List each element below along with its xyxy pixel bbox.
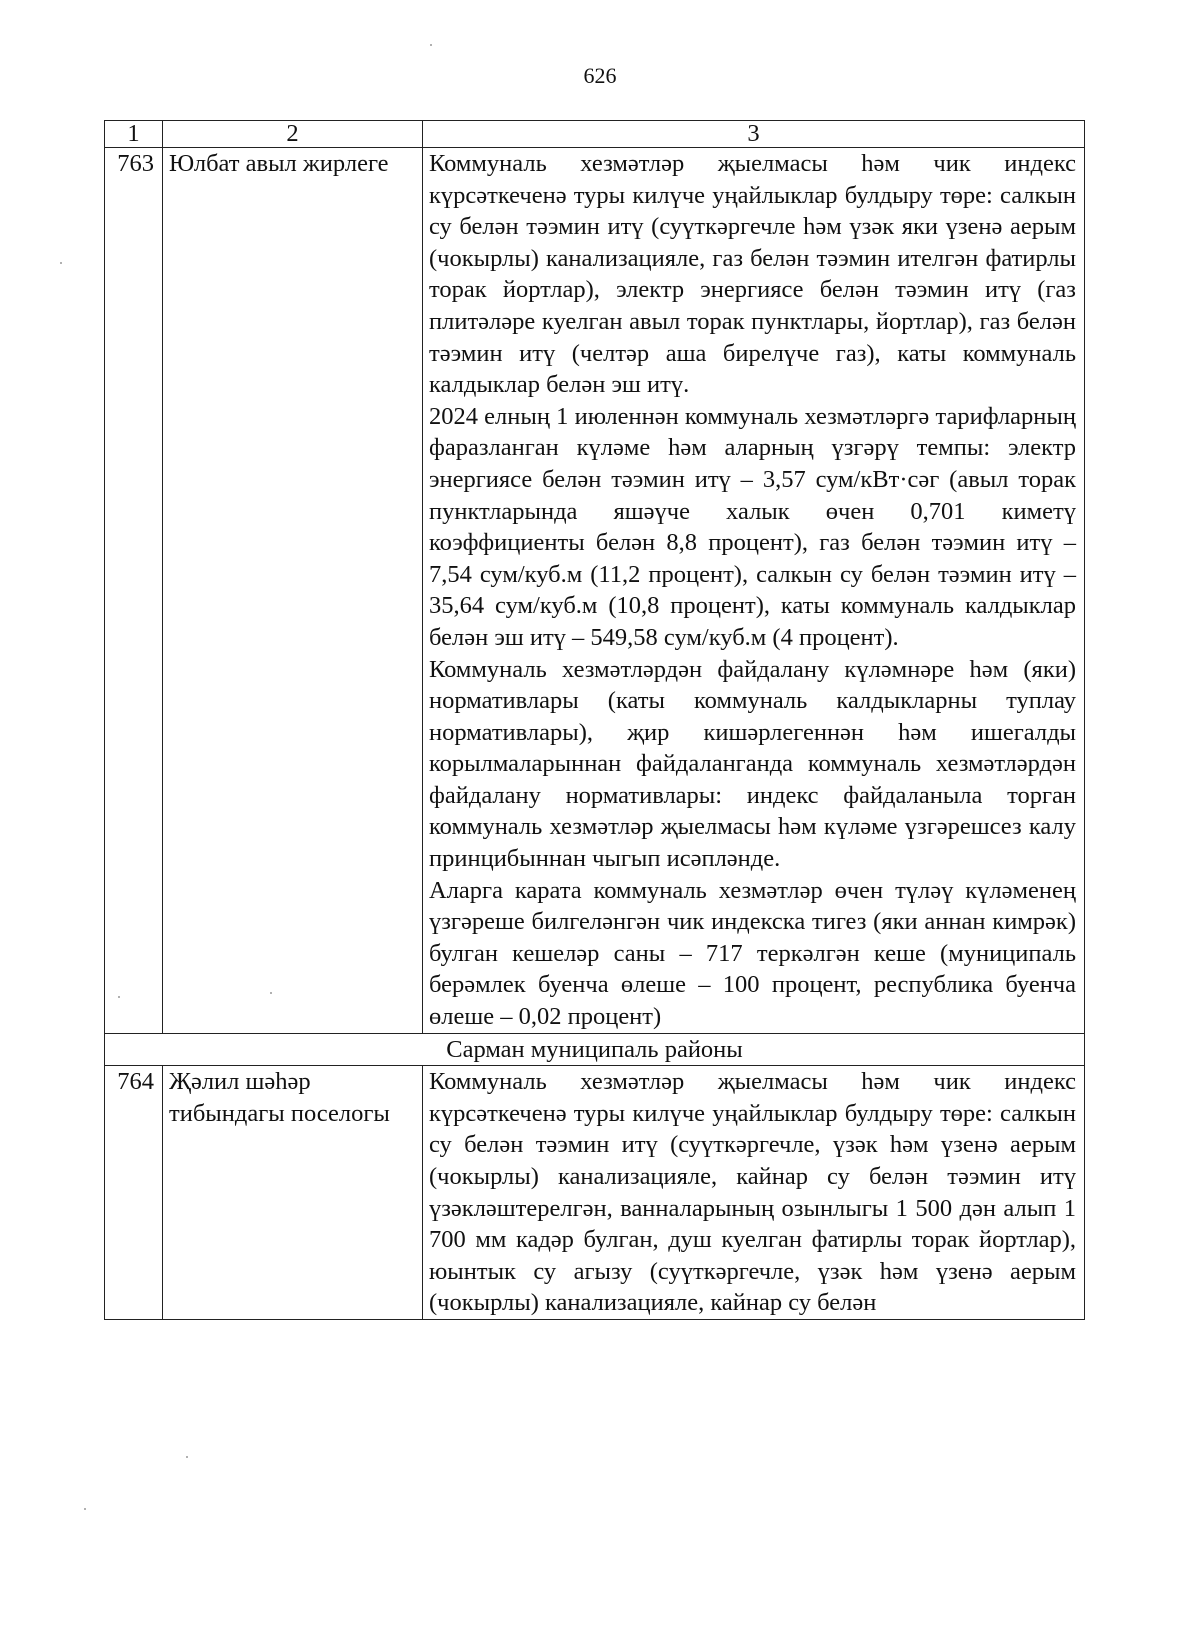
paragraph: Коммуналь хезмәтләр җыелмасы һәм чик индекс күрсәткеченә туры килүче уңайлыклар булдыру төре: салкын су белән тәэмин итү (суүткәргечле һәм үзәк яки үзенә аерым (чокырлы) канализацияле, газ белән тәэмин ителгән фатирлы торак йортлар), электр энергиясе белән тәэмин итү (газ плитәләре куелган авыл торак пунктлары, йортлар), газ белән тәэмин итү (челтәр аша бирелүче газ), каты коммуналь калдыклар белән эш итү. bbox=[429, 150, 1076, 399]
scan-speck bbox=[186, 1456, 188, 1458]
scan-speck bbox=[60, 262, 62, 264]
header-col-2: 2 bbox=[163, 121, 423, 148]
page-number: 626 bbox=[583, 63, 617, 88]
settlement-name: Юлбат авыл жирлеге bbox=[163, 148, 423, 1034]
row-description bbox=[423, 148, 1085, 1034]
row-description bbox=[423, 1066, 1085, 1320]
section-title: Сарман муниципаль районы bbox=[105, 1033, 1085, 1066]
table-header-row bbox=[105, 121, 1085, 148]
header-col-3: 3 bbox=[423, 121, 1085, 148]
row-number: 763 bbox=[105, 148, 163, 1034]
paragraph: Коммуналь хезмәтләрдән файдалану күләмнәре һәм (яки) нормативлары (каты коммуналь калдыкларны туплау нормативлары), җир кишәрлегеннән һәм ишегалды корылмаларыннан файдаланганда коммуналь хезмәтләрдән файдалану нормативлары: индекс файдаланыла торган коммуналь хезмәтләр җыелмасы һәм күләме үзгәрешсез калу принцибыннан чыгып исәпләнде. bbox=[429, 655, 1076, 873]
paragraph: 2024 елның 1 июленнән коммуналь хезмәтләргә тарифларның фаразланган күләме һәм аларның үзгәрү темпы: электр энергиясе белән тәэмин итү – 3,57 сум/кВт·сәг (авыл торак пунктларында яшәүче халык өчен 0,701 киметү коэффициенты белән 8,8 процент), газ белән тәэмин итү – 7,54 сум/куб.м (11,2 процент), салкын су белән тәэмин итү – 35,64 сум/куб.м (10,8 процент), каты коммуналь калдыклар белән эш итү – 549,58 сум/куб.м (4 процент). bbox=[429, 402, 1076, 651]
municipal-services-table bbox=[104, 120, 1085, 1320]
table-row bbox=[105, 148, 1085, 1034]
settlement-name: Җәлил шәһәр тибындагы поселогы bbox=[163, 1066, 423, 1320]
scan-speck bbox=[84, 1508, 86, 1510]
scan-speck bbox=[430, 44, 432, 46]
paragraph: Коммуналь хезмәтләр җыелмасы һәм чик индекс күрсәткеченә туры килүче уңайлыклар булдыру төре: салкын су белән тәэмин итү (суүткәргечле, үзәк һәм үзенә аерым (чокырлы) канализацияле, кайнар су белән тәэмин итү үзәкләштерелгән, ванналарының озынлыгы 1 500 дән алып 1 700 мм кадәр булган, душ куелган фатирлы торак йортлар), юынтык су агызу (суүткәргечле, үзәк һәм үзенә аерым (чокырлы) канализацияле, кайнар су белән bbox=[429, 1068, 1076, 1317]
scan-speck bbox=[270, 992, 272, 994]
row-number: 764 bbox=[105, 1066, 163, 1320]
table-row bbox=[105, 1066, 1085, 1320]
section-row bbox=[105, 1033, 1085, 1066]
paragraph: Аларга карата коммуналь хезмәтләр өчен түләү күләменең үзгәреше билгеләнгән чик индекска тигез (яки аннан кимрәк) булган кешеләр саны – 717 теркәлгән кеше (муниципаль берәмлек буенча өлеше – 100 процент, республика буенча өлеше – 0,02 процент) bbox=[429, 876, 1076, 1031]
header-col-1: 1 bbox=[105, 121, 163, 148]
scan-speck bbox=[118, 996, 120, 998]
